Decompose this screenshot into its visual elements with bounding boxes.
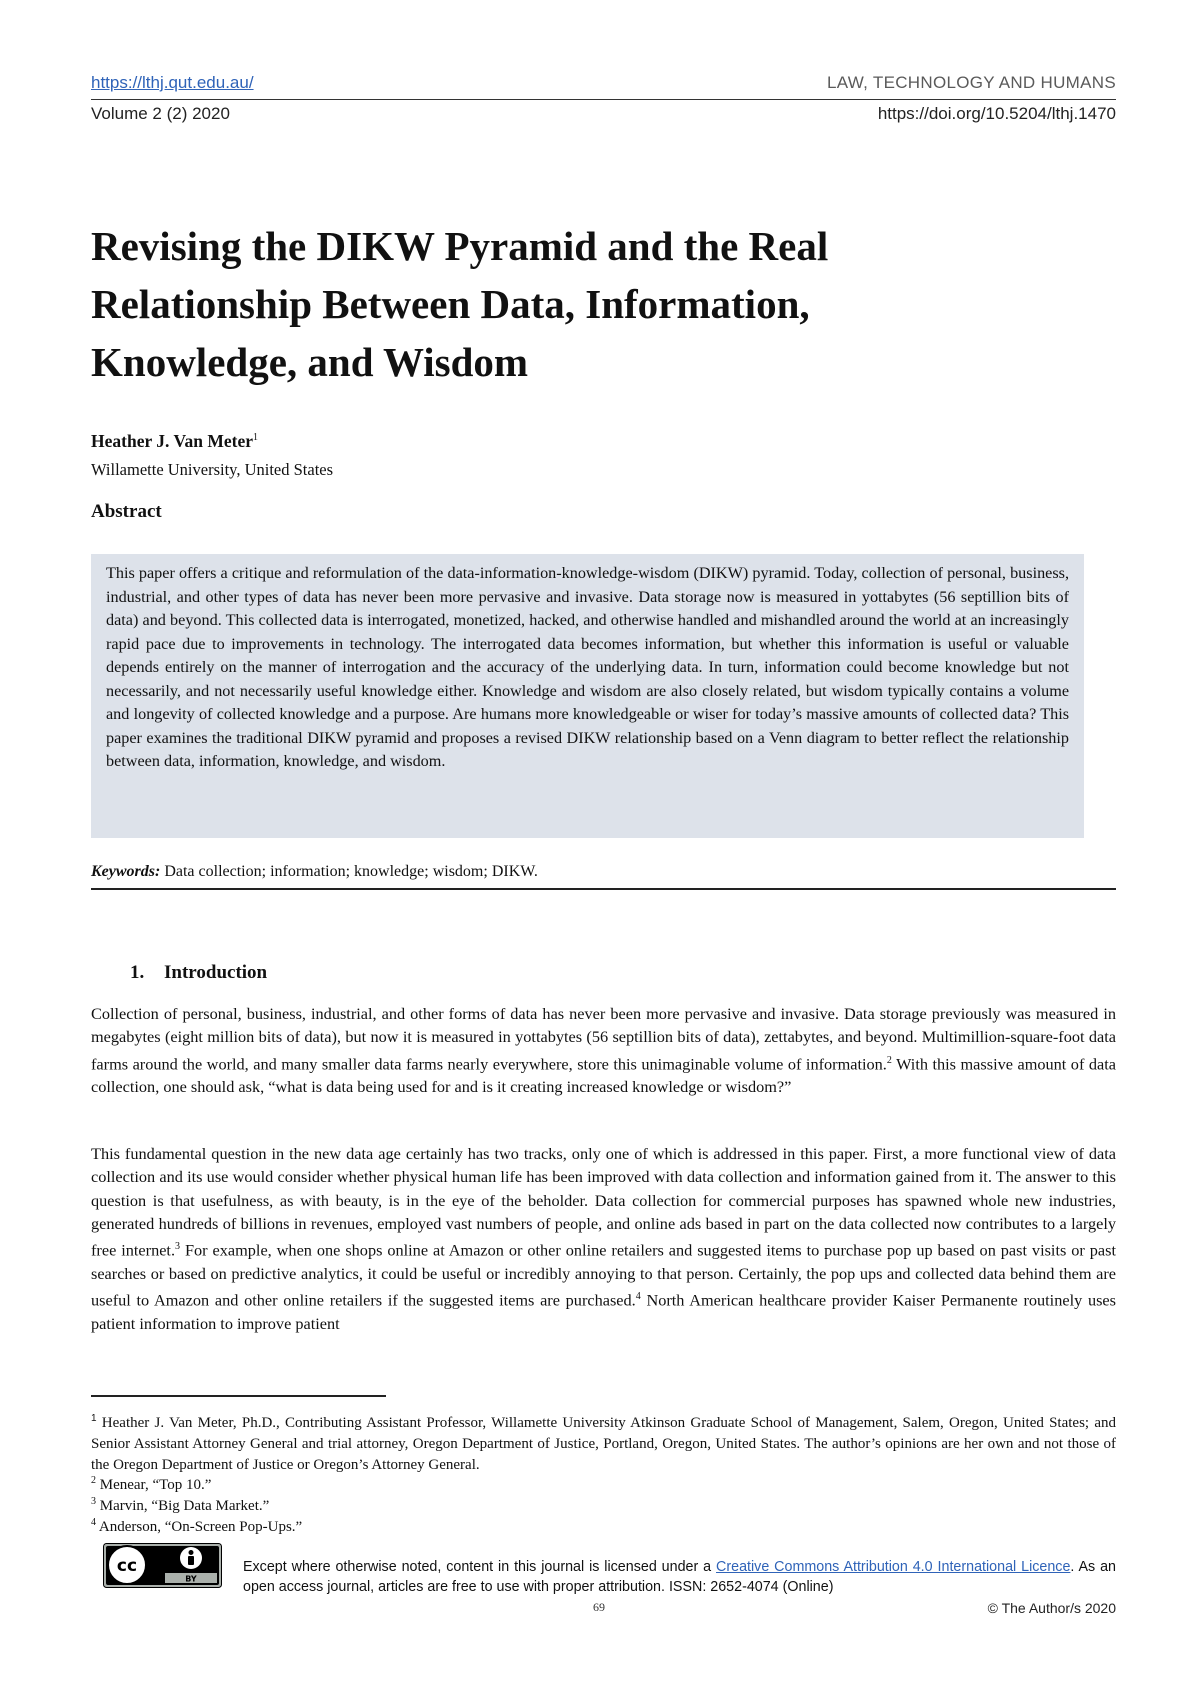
- section-number: 1.: [130, 962, 145, 983]
- author-name-text: Heather J. Van Meter: [91, 431, 254, 451]
- para-2-text-c: North American healthcare provider Kaiser Permanente routinely uses patient information to improve patient: [91, 1290, 1116, 1333]
- para-1-text-a: Collection of personal, business, industrial, and other forms of data has never been more pervasive and invasive. Data storage previously was measured in megabytes (eight million bits of data), but now it is measured in yottabytes (56 septillion bits of data), zettabytes, and beyond. Multimillion-square-foot data farms around the world, and many smaller data farms nearly everywhere, store this unimaginable volume of information.: [91, 1004, 1116, 1074]
- body-paragraph-2: [91, 1142, 1116, 1335]
- abstract-box: [91, 554, 1084, 838]
- author-footnote-mark: 1: [253, 432, 259, 444]
- footnote-text: Menear, “Top 10.”: [96, 1477, 212, 1493]
- abstract-text: This paper offers a critique and reformulation of the data-information-knowledge-wisdom (DIKW) pyramid. Today, collection of personal, business, industrial, and other types of data has never been more pervasive and invasive. Data storage now is measured in yottabytes (56 septillion bits of data) and beyond. This collected data is interrogated, monetized, hacked, and otherwise handled and mishandled around the world at an increasingly rapid pace due to improvements in technology. The interrogated data becomes information, but whether this information is useful or valuable depends entirely on the manner of interrogation and the accuracy of the underlying data. In turn, information could become knowledge but not necessarily, and not necessarily useful knowledge either. Knowledge and wisdom are also closely related, but wisdom typically contains a volume and longevity of collected knowledge and a purpose. Are humans more knowledgeable or wiser for today’s massive amounts of collected data? This paper examines the traditional DIKW pyramid and proposes a revised DIKW relationship based on a Venn diagram to better reflect the relationship between data, information, knowledge, and wisdom.: [106, 564, 1069, 770]
- footnote-text: Heather J. Van Meter, Ph.D., Contributing Assistant Professor, Willamette University Atkinson Graduate School of Management, Salem, Oregon, United States; and Senior Assistant Attorney General and trial attorney, Oregon Department of Justice, Portland, Oregon, United States. The author’s opinions are her own and not those of the Oregon Department of Justice or Oregon’s Attorney General.: [91, 1415, 1116, 1473]
- footnote-mark: 4: [91, 1517, 96, 1528]
- journal-url-link[interactable]: https://lthj.qut.edu.au/: [91, 73, 254, 92]
- author-affiliation: Willamette University, United States: [91, 460, 334, 479]
- body-paragraph-1: [91, 1002, 1116, 1099]
- copyright-notice: © The Author/s 2020: [987, 1600, 1116, 1616]
- header-divider: [91, 99, 1116, 100]
- license-text-pre: Except where otherwise noted, content in this journal is licensed under a: [243, 1559, 717, 1575]
- keywords-label: Keywords:: [91, 863, 161, 880]
- section-heading-introduction: [130, 962, 267, 984]
- keywords-divider: [91, 888, 1116, 890]
- abstract-heading: Abstract: [91, 501, 162, 522]
- journal-name: LAW, TECHNOLOGY AND HUMANS: [827, 73, 1116, 92]
- author-name: [91, 431, 258, 452]
- footnote-ref-3[interactable]: 3: [175, 1241, 181, 1253]
- by-icon-text: BY: [185, 1574, 197, 1584]
- cc-by-license-badge[interactable]: [103, 1543, 222, 1588]
- footnote-mark: 1: [91, 1413, 97, 1424]
- paper-title: Revising the DIKW Pyramid and the Real Relationship Between Data, Information, Knowledge, and Wisdom: [91, 223, 829, 385]
- para-1-text-b: With this massive amount of data collection, one should ask, “what is data being used for and is it creating increased knowledge or wisdom?”: [91, 1054, 1116, 1097]
- footnote-text: Marvin, “Big Data Market.”: [96, 1498, 270, 1514]
- license-text-post: . As an open access journal, articles are free to use with proper attribution. ISSN: 2652-4074 (Online): [243, 1559, 1117, 1595]
- keywords: [91, 863, 538, 881]
- footnote-mark: 3: [91, 1496, 96, 1507]
- license-statement: [243, 1557, 1116, 1597]
- doi: https://doi.org/10.5204/lthj.1470: [877, 104, 1116, 123]
- footnote-1: [91, 1408, 1116, 1476]
- license-link[interactable]: Creative Commons Attribution 4.0 International Licence: [716, 1559, 1071, 1575]
- footnote-text: Anderson, “On-Screen Pop-Ups.”: [96, 1519, 303, 1535]
- cc-icon-text: cc: [116, 1556, 138, 1576]
- section-title: Introduction: [164, 962, 268, 983]
- volume-issue: Volume 2 (2) 2020: [91, 104, 230, 123]
- footnote-ref-4[interactable]: 4: [635, 1291, 641, 1303]
- footnote-mark: 2: [91, 1475, 96, 1486]
- footnote-divider: [91, 1395, 386, 1397]
- para-2-text-b: For example, when one shops online at Amazon or other online retailers and suggested items to purchase pop up based on past visits or past searches or based on predictive analytics, it could be useful or incredibly annoying to that person. Certainly, the pop ups and collected data behind them are useful to Amazon and other online retailers if the suggested items are purchased.: [91, 1240, 1116, 1310]
- keywords-text: Data collection; information; knowledge; wisdom; DIKW.: [164, 863, 538, 880]
- page-number: 69: [593, 1600, 605, 1614]
- footnote-4: [91, 1512, 1116, 1538]
- para-2-text-a: This fundamental question in the new data age certainly has two tracks, only one of which is addressed in this paper. First, a more functional view of data collection and its use would consider whether physical human life has been improved with data collection and information gained from it. The answer to this question is that usefulness, as with beauty, is in the eye of the beholder. Data collection for commercial purposes has spawned whole new industries, generated hundreds of billions in revenues, employed vast numbers of people, and online ads based in part on the data collected now contributes to a largely free internet.: [91, 1144, 1116, 1260]
- footnote-ref-2[interactable]: 2: [886, 1054, 892, 1066]
